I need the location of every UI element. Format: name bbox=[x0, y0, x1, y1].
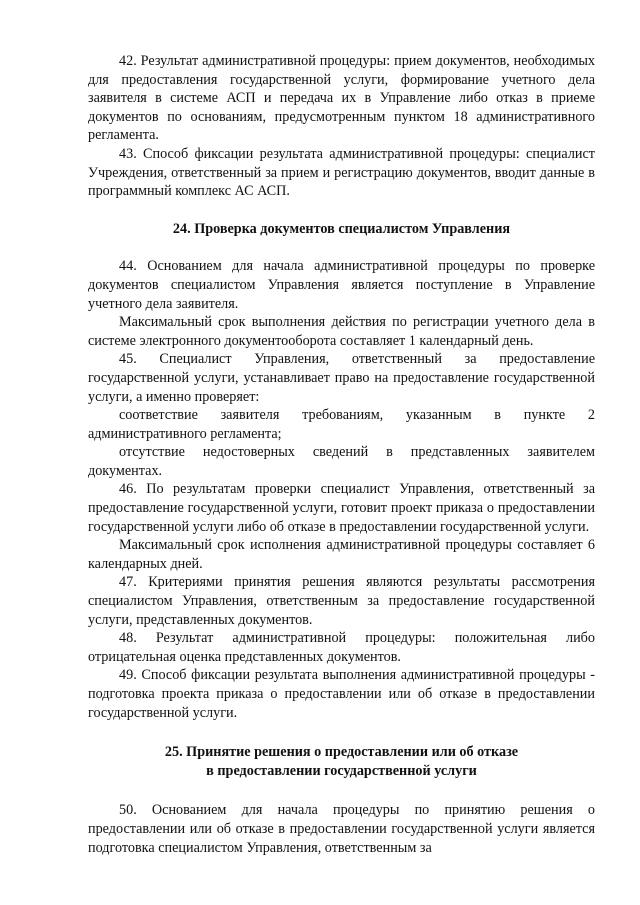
section-heading-25-line-1: 25. Принятие решения о предоставлении или об отказе bbox=[164, 744, 519, 761]
paragraph-49: 49. Способ фиксации результата выполнения административной процедуры - подготовка проекта приказа о предоставлении или об отказе в предоставлении государственной услуги. bbox=[88, 667, 595, 721]
paragraph-50: 50. Основанием для начала процедуры по принятию решения о предоставлении или об отказе в предоставлении государственной услуги является подготовка специалистом Управления, ответственным за bbox=[88, 802, 595, 856]
section-heading-25 bbox=[88, 743, 595, 780]
paragraph-45-item-1: соответствие заявителя требованиям, указанным в пункте 2 административного регламента; bbox=[88, 407, 595, 442]
paragraph-44: 44. Основанием для начала административной процедуры по проверке документов специалистом Управления является поступление в Управление учетного дела заявителя. bbox=[88, 258, 595, 312]
paragraph-43: 43. Способ фиксации результата административной процедуры: специалист Учреждения, ответственный за прием и регистрацию документов, вводит данные в программный комплекс АС АСП. bbox=[88, 145, 595, 200]
paragraph-45-item-2: отсутствие недостоверных сведений в представленных заявителем документах. bbox=[88, 444, 595, 479]
paragraph-45: 45. Специалист Управления, ответственный за предоставление государственной услуги, устанавливает право на предоставление государственной услуги, а именно проверяет: bbox=[88, 351, 595, 405]
section-heading-24: 24. Проверка документов специалистом Управления bbox=[172, 220, 511, 237]
paragraph-47: 47. Критериями принятия решения являются результаты рассмотрения специалистом Управления, ответственным за предоставление государственной услуги, представленных документов. bbox=[88, 574, 595, 628]
section-heading-25-line-2: в предоставлении государственной услуги bbox=[206, 762, 477, 779]
paragraph-46-deadline: Максимальный срок исполнения административной процедуры составляет 6 календарных дней. bbox=[88, 537, 595, 572]
paragraph-48: 48. Результат административной процедуры: положительная либо отрицательная оценка представленных документов. bbox=[88, 630, 595, 665]
paragraph-44-deadline: Максимальный срок выполнения действия по регистрации учетного дела в системе электронного документооборота составляет 1 календарный день. bbox=[88, 314, 595, 349]
paragraph-42: 42. Результат административной процедуры: прием документов, необходимых для предоставления государственной услуги, формирование учетного дела заявителя в системе АСП и передача их в Управление либо отказ в приеме документов по основаниям, предусмотренным пунктом 18 административного регламента. bbox=[88, 53, 595, 144]
paragraph-46: 46. По результатам проверки специалист Управления, ответственный за предоставление государственной услуги, готовит проект приказа о предоставлении государственной услуги либо об отказе в предоставлении государственной услуги. bbox=[88, 481, 595, 535]
